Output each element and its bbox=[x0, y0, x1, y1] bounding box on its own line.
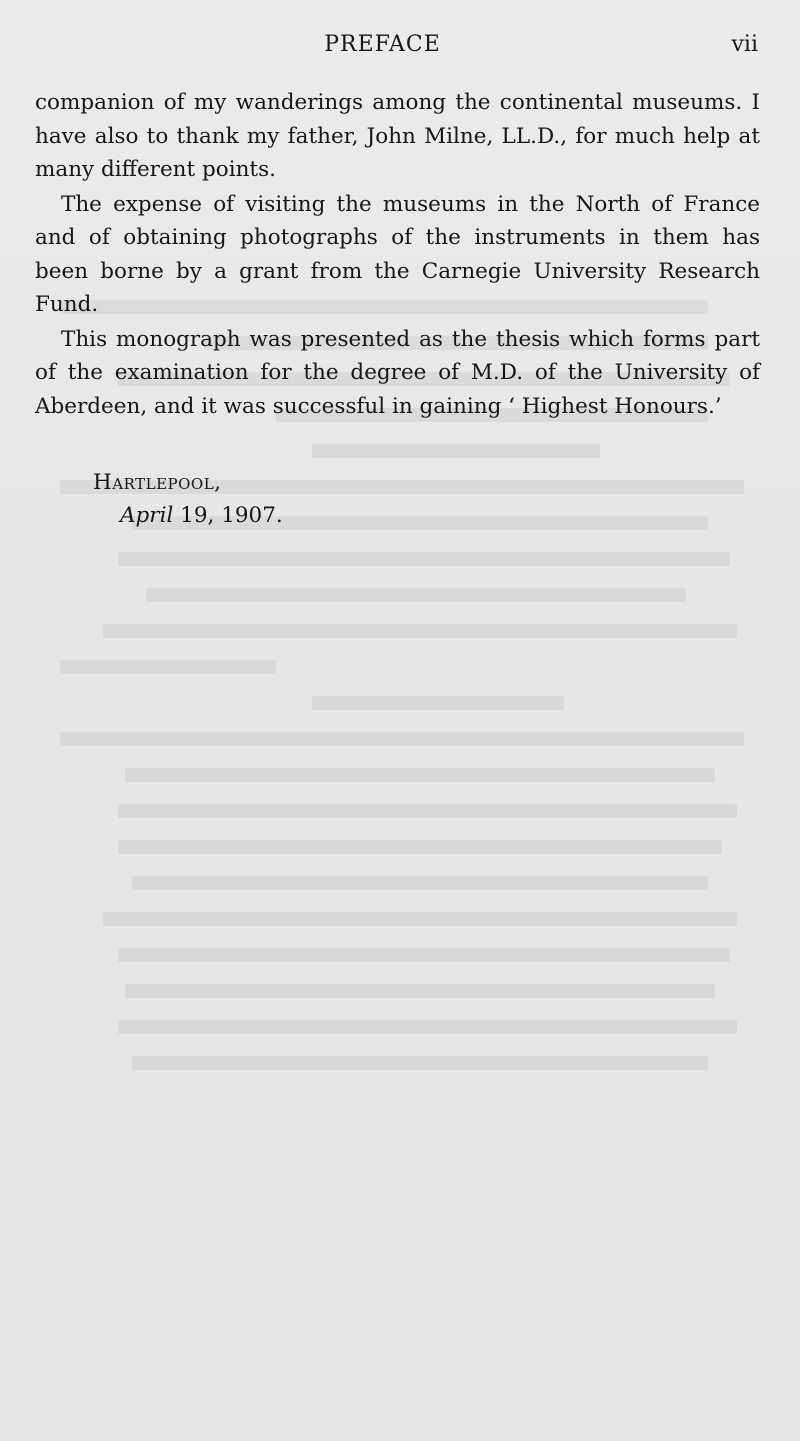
signoff bbox=[93, 466, 283, 532]
paragraph: This monograph was presented as the thesis which forms part of the examination for the degree of M.D. of the University of Aberdeen, and it was successful in gaining ‘ Highest Honours.’ bbox=[35, 326, 760, 419]
bleed-through bbox=[60, 300, 780, 1300]
paragraph: The expense of visiting the museums in the North of France and of obtaining photographs of the instruments in them has been borne by a grant from the Carnegie University Research Fund. bbox=[35, 191, 760, 317]
running-head bbox=[0, 32, 800, 64]
page-number: vii bbox=[731, 32, 758, 57]
running-title: PREFACE bbox=[324, 32, 441, 57]
paragraph-continuation: companion of my wanderings among the continental museums. I have also to thank my father, John Milne, LL.D., for much help at many different points. bbox=[35, 90, 760, 182]
signoff-place: Hartlepool, bbox=[93, 470, 222, 495]
signoff-date-rest: 19, 1907. bbox=[180, 503, 283, 528]
body-text bbox=[35, 86, 760, 423]
signoff-date-month: April bbox=[120, 503, 174, 528]
signoff-date bbox=[93, 499, 283, 532]
